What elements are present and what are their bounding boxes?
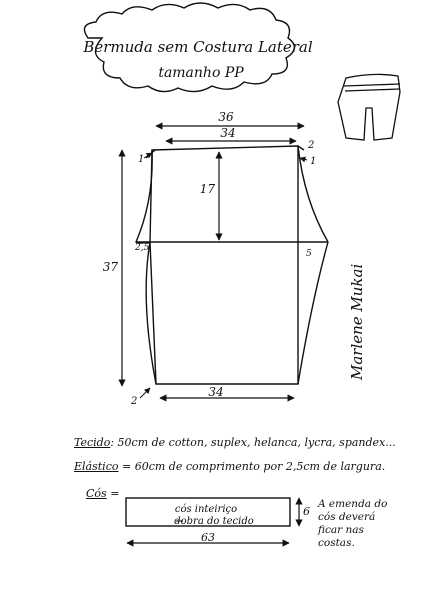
cos-label: Cós bbox=[86, 487, 107, 500]
cos-seam-note bbox=[318, 498, 387, 550]
shorts-sketch bbox=[338, 74, 400, 140]
mark-crotch-ext: 2,5 bbox=[135, 243, 150, 253]
cos-note bbox=[86, 487, 119, 500]
dim-37-label: 37 bbox=[102, 260, 118, 274]
tecido-text: : 50cm de cotton, suplex, helanca, lycra, spandex... bbox=[110, 436, 396, 449]
title-line-1: Bermuda sem Costura Lateral bbox=[83, 38, 313, 56]
waistband-inner-bottom: dobra do tecido bbox=[174, 516, 254, 527]
mark-top-right-up: 2 bbox=[308, 140, 315, 151]
dim-34-top-label: 34 bbox=[220, 126, 236, 140]
mark-top-right-arrow bbox=[300, 158, 307, 160]
cos-seam-note-1: A emenda do bbox=[318, 498, 388, 510]
tecido-note bbox=[74, 436, 396, 449]
waistband-width-label: 63 bbox=[201, 531, 215, 544]
elastico-note bbox=[74, 460, 385, 473]
mark-back-shift: 5 bbox=[306, 249, 312, 259]
cos-seam-note-3: ficar nas bbox=[318, 524, 364, 536]
waistband-height-label: 6 bbox=[303, 505, 310, 518]
mark-top-left-arrow bbox=[144, 153, 152, 158]
waistband-inner-top: cós inteiriço bbox=[174, 504, 238, 515]
mark-bottom-left: 2 bbox=[131, 396, 138, 407]
dim-36-label: 36 bbox=[218, 110, 234, 124]
cos-eq: = bbox=[110, 487, 120, 500]
mark-top-right-down: 1 bbox=[310, 156, 317, 167]
mark-top-left: 1 bbox=[138, 154, 145, 165]
dim-17-label: 17 bbox=[199, 182, 215, 196]
pattern-piece bbox=[136, 146, 328, 384]
dim-34-bottom-label: 34 bbox=[208, 385, 224, 399]
mark-bottom-left-arrow bbox=[140, 388, 150, 398]
cos-seam-note-2: cós deverá bbox=[318, 511, 376, 523]
cos-seam-note-4: costas. bbox=[318, 537, 355, 549]
tecido-label: Tecido bbox=[74, 436, 111, 449]
elastico-text: = 60cm de comprimento por 2,5cm de largura. bbox=[121, 460, 386, 473]
title-line-2: tamanho PP bbox=[158, 65, 244, 81]
elastico-label: Elástico bbox=[74, 460, 119, 473]
signature: Marlene Mukai bbox=[348, 263, 366, 380]
